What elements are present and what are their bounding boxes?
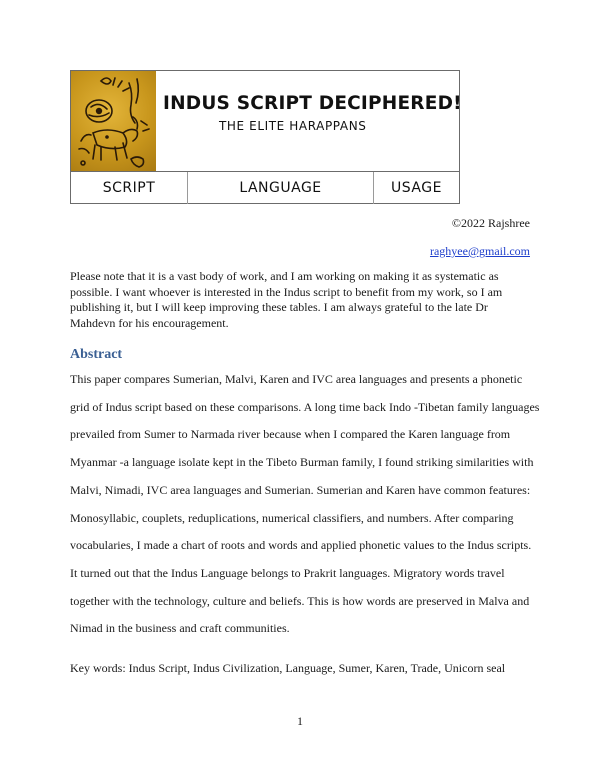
intro-note: Please note that it is a vast body of work, and I am working on making it as systematic as possible. I want whoever is interested in the Indus script to benefit from my work, so I am publishing it, but I will keep improving these tables. I am always grateful to the late Dr Mahdevn for his encouragement.: [70, 269, 503, 330]
header-banner: [70, 70, 460, 204]
abstract-body: This paper compares Sumerian, Malvi, Karen and IVC area languages and presents a phonetic grid of Indus script based on these comparisons. A long time back Indo -Tibetan family languages prevailed from Sumer to Narmada river because when I compared the Karen language from Myanmar -a language isolate kept in the Tibeto Burman family, I found striking similarities with Malvi, Nimadi, IVC area languages and Sumerian. Sumerian and Karen have common features: Monosyllabic, couplets, reduplications, numerical classifiers, and numbers. After comparing vocabularies, I made a chart of roots and words and applied phonetic values to the Indus scripts. It turned out that the Indus Language belongs to Prakrit languages. Migratory words travel together with the technology, culture and beliefs. This is how words are preserved in Malva and Nimad in the business and craft communities.: [70, 372, 540, 636]
abstract-heading: Abstract: [70, 347, 123, 362]
email-link[interactable]: raghyee@gmail.com: [429, 244, 530, 258]
banner-title: INDUS SCRIPT DECIPHERED!: [163, 93, 462, 114]
banner-top: [71, 71, 462, 171]
harappan-logo: [71, 71, 156, 171]
harappan-seal-icon: [71, 71, 156, 171]
nav-script[interactable]: SCRIPT: [71, 172, 188, 204]
copyright-line: ©2022 Rajshree: [451, 216, 530, 230]
nav-usage[interactable]: USAGE: [391, 180, 442, 196]
banner-subtitle: THE ELITE HARAPPANS: [219, 119, 367, 133]
page-number: 1: [297, 714, 303, 728]
nav-language[interactable]: LANGUAGE: [188, 172, 374, 204]
banner-nav: [71, 171, 459, 204]
keywords-line: Key words: Indus Script, Indus Civilization, Language, Sumer, Karen, Trade, Unicorn seal: [70, 661, 506, 675]
